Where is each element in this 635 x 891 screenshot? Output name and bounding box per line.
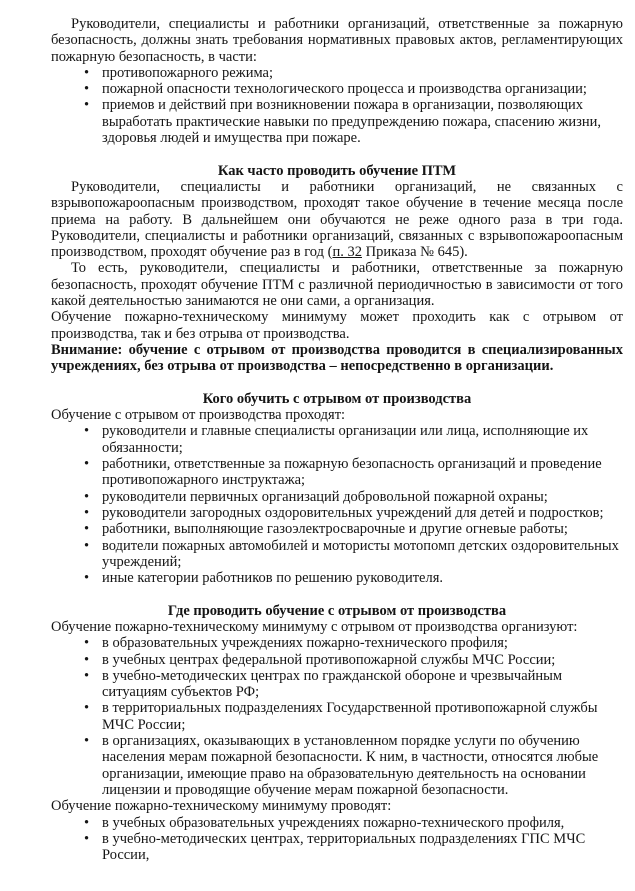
paragraph: Обучение с отрывом от производства проходят: bbox=[51, 407, 346, 424]
bullet-text: водители пожарных автомобилей и мотористы мотопомп детских оздоровительных учреждений; bbox=[102, 537, 619, 570]
bullet-item bbox=[51, 635, 623, 651]
paragraph: Руководители, специалисты и работники организаций, ответственные за пожарную безопасность, должны знать требования нормативных правовых актов, регламентирующих пожарную безопасность, в части: bbox=[51, 16, 623, 65]
bullet-text: работники, выполняющие газоэлектросварочные и другие огневые работы; bbox=[102, 521, 568, 538]
bullet-marker-icon: • bbox=[84, 488, 90, 505]
bullet-marker-icon: • bbox=[84, 830, 90, 847]
bullet-marker-icon: • bbox=[84, 81, 90, 98]
bullet-marker-icon: • bbox=[84, 423, 90, 440]
bullet-list bbox=[51, 423, 623, 586]
bullet-marker-icon: • bbox=[84, 570, 90, 587]
bullet-item bbox=[51, 521, 623, 537]
text-run: Приказа № 645). bbox=[361, 244, 468, 261]
bullet-text: руководители загородных оздоровительных учреждений для детей и подростков; bbox=[102, 504, 604, 521]
bullet-marker-icon: • bbox=[84, 456, 90, 473]
bullet-item bbox=[51, 538, 623, 571]
clause-reference-link[interactable]: п. 32 bbox=[332, 244, 362, 261]
bullet-item bbox=[51, 733, 623, 798]
bullet-text: в территориальных подразделениях Государственной противопожарной службы МЧС России; bbox=[102, 700, 598, 733]
bullet-text: руководители и главные специалисты организации или лица, исполняющие их обязанности; bbox=[102, 423, 589, 456]
bullet-text: противопожарного режима; bbox=[102, 64, 273, 81]
bullet-item bbox=[51, 489, 623, 505]
bullet-marker-icon: • bbox=[84, 700, 90, 717]
text-run: Руководители, специалисты и работники организаций, не связанных с взрывопожароопасным производством, проходят такое обучение в течение месяца после приема на работу. В дальнейшем они обучаются не реже одного раза в три года. Руководители, специалисты и работники организаций, связанных с взрывопожароопасным производством, проходят обучение раз в год ( bbox=[51, 178, 623, 261]
bullet-marker-icon: • bbox=[84, 651, 90, 668]
bullet-item bbox=[51, 505, 623, 521]
bullet-text: в организациях, оказывающих в установленном порядке услуги по обучению населения мерам пожарной безопасности. К ним, в частности, относятся любые организации, имеющие право на образовательную деятельность на основании лицензии и проводящие обучение мерам пожарной безопасности. bbox=[102, 733, 599, 798]
bullet-list bbox=[51, 815, 623, 864]
bullet-marker-icon: • bbox=[84, 667, 90, 684]
paragraph: Обучение пожарно-техническому минимуму с отрывом от производства организуют: bbox=[51, 618, 578, 635]
bullet-marker-icon: • bbox=[84, 733, 90, 750]
section-heading: Где проводить обучение с отрывом от производства bbox=[167, 602, 507, 619]
bullet-text: руководители первичных организаций добровольной пожарной охраны; bbox=[102, 488, 548, 505]
bullet-item bbox=[51, 652, 623, 668]
bullet-marker-icon: • bbox=[84, 537, 90, 554]
bullet-item bbox=[51, 831, 623, 864]
paragraph: Внимание: обучение с отрывом от производства проводится в специализированных учреждениях, без отрыва от производства – непосредственно в организации. bbox=[51, 341, 623, 375]
bullet-marker-icon: • bbox=[84, 64, 90, 81]
paragraph: Обучение пожарно-техническому минимуму может проходить как с отрывом от производства, так и без отрыва от производства. bbox=[51, 309, 623, 342]
bullet-item bbox=[51, 456, 623, 489]
bullet-text: в учебно-методических центрах, территориальных подразделениях ГПС МЧС России, bbox=[102, 830, 586, 864]
bullet-list bbox=[51, 635, 623, 798]
paragraph: То есть, руководители, специалисты и работники, ответственные за пожарную безопасность, проходят обучение ПТМ с различной периодичностью в зависимости от того какой деятельностью занимаются не они сами, а организация. bbox=[51, 260, 623, 310]
bullet-text: работники, ответственные за пожарную безопасность организаций и проведение противопожарного инструктажа; bbox=[102, 456, 602, 489]
bullet-item bbox=[51, 423, 623, 456]
bullet-item bbox=[51, 700, 623, 733]
bullet-item bbox=[51, 815, 623, 831]
section-heading: Как часто проводить обучение ПТМ bbox=[217, 162, 457, 179]
section-heading: Кого обучить с отрывом от производства bbox=[202, 390, 472, 407]
bullet-text: приемов и действий при возникновении пожара в организации, позволяющих выработать практические навыки по предупреждению пожара, спасению жизни, здоровья людей и имущества при пожаре. bbox=[102, 97, 601, 147]
bullet-marker-icon: • bbox=[84, 504, 90, 521]
paragraph: Обучение пожарно-техническому минимуму проводят: bbox=[51, 798, 392, 815]
bullet-item bbox=[51, 570, 623, 586]
bullet-item bbox=[51, 97, 623, 146]
bullet-marker-icon: • bbox=[84, 521, 90, 538]
paragraph bbox=[51, 179, 623, 260]
bullet-marker-icon: • bbox=[84, 635, 90, 652]
bullet-text: в учебно-методических центрах по гражданской обороне и чрезвычайным ситуациям субъектов РФ; bbox=[102, 667, 563, 701]
bullet-text: в учебных центрах федеральной противопожарной службы МЧС России; bbox=[102, 651, 556, 668]
bullet-item bbox=[51, 65, 623, 81]
bullet-text: в учебных образовательных учреждениях пожарно-технического профиля, bbox=[102, 814, 565, 831]
bullet-item bbox=[51, 81, 623, 97]
bullet-text: пожарной опасности технологического процесса и производства организации; bbox=[102, 81, 587, 98]
bullet-text: в образовательных учреждениях пожарно-технического профиля; bbox=[102, 635, 508, 652]
bullet-text: иные категории работников по решению руководителя. bbox=[102, 570, 444, 587]
bullet-marker-icon: • bbox=[84, 814, 90, 831]
bullet-list bbox=[51, 65, 623, 146]
bullet-item bbox=[51, 668, 623, 701]
bullet-marker-icon: • bbox=[84, 97, 90, 114]
